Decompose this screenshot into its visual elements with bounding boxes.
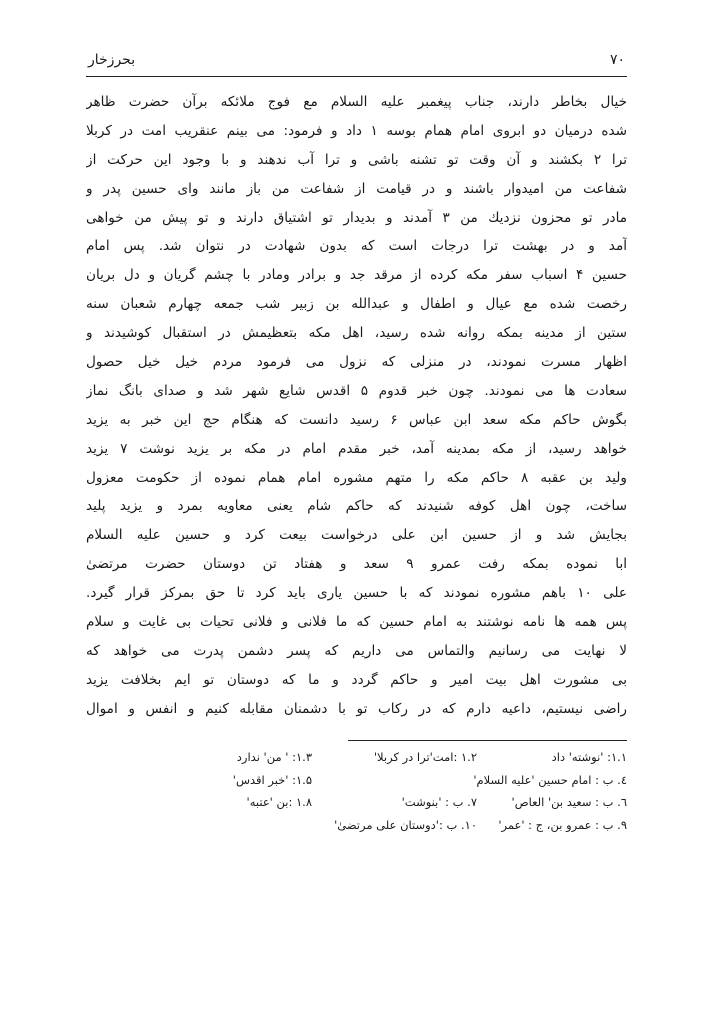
footnote: ۱.۲ :امت'ترا در کربلا' (373, 750, 477, 764)
book-title: بحرزخار (88, 52, 136, 68)
text-line: بگوش حاکم مکه سعد ابن عباس ۶ رسید دانست که هنگام حج این خبر به یزید (86, 411, 627, 428)
text-line: مادر تو محزون نزدیك من ۳ آمدند و بدیدار تو اشتیاق دارند و تو پیش من خواهی (86, 209, 627, 226)
footnote: ۹. ب : عمرو بن، ج : 'عمر' (498, 817, 627, 832)
footnote: ۷. ب : 'بنوشت' (401, 795, 477, 809)
text-line: ستین از مدینه بمکه روانه شده رسید، اهل مکه بتعظیمش در استقبال کوشیدند و (86, 325, 627, 342)
footnote: ۱.۱: 'نوشته' داد (551, 750, 627, 764)
text-line: بی مشورت اهل بیت امیر و حاکم گردد و ما که دوستان تو ایم بخلافت یزید (86, 671, 627, 688)
footnote: ۱.۳: ' من' ندارد (236, 750, 312, 764)
footnote: ۱.۸ :بن 'عتبه' (246, 795, 312, 809)
text-line: ولید بن عقبه ۸ حاکم مکه را متهم مشوره امام همام نموده از حکومت معزول (86, 469, 627, 486)
text-line: ترا ۲ بکشند و آن وقت تو تشنه باشی و ترا آب ندهند و با وجود این حرکت از (86, 151, 627, 168)
page-number: ۷۰ (609, 52, 625, 68)
text-line: سعادت ها می نمودند. چون خبر قدوم ۵ اقدس شایع شهر شد و صدای بانگ نماز (86, 382, 627, 399)
text-line: لا نهایت می رسانیم والتماس می داریم که پسر دشمن پدرت می خواهد که (86, 642, 627, 659)
footnote-row (86, 769, 627, 792)
text-line: پس همه ها نامه نوشتند به امام حسین که ما فلانی و فلانی تحیات بی غایت و سلام (86, 614, 627, 631)
text-line: آمد و در بهشت ترا درجات است که بدون شهادت در نتوان شد. پس امام (86, 238, 627, 255)
text-line: راضی نیستیم، داعیه دارم که در رکاب تو با دشمنان مقابله کنیم و انفس و اموال (86, 700, 627, 717)
text-line: علی ۱۰ باهم مشوره نمودند که با حسین یاری باید کرد تا حق بمرکز قرار گیرد. (86, 585, 627, 602)
text-line: ساخت، چون اهل کوفه شنیدند که حاکم شام یعنی معاویه بمرد و یزید پلید (86, 498, 627, 515)
footnote-row (86, 746, 627, 769)
footnote-row (86, 814, 627, 837)
footnote-separator (348, 740, 627, 741)
footnote: ۱.۵: 'خبر اقدس' (232, 772, 312, 787)
footnote: ٦. ب : سعید بن' العاص' (511, 795, 627, 809)
text-line: اظهار مسرت نمودند، در منزلی که نزول می فرمود مردم خیل خیل حصول (86, 354, 627, 371)
body-text (86, 88, 627, 724)
footnote-row (86, 791, 627, 814)
header-rule (86, 76, 627, 77)
text-line: حسین ۴ اسباب سفر مکه کرده از مرقد جد و برادر ومادر با چشم گریان و دل بریان (86, 267, 627, 284)
text-line: ابا نموده بمکه رفت عمرو ۹ سعد و هفتاد تن دوستان حضرت مرتضیٰ (86, 556, 627, 573)
text-line: شده درمیان دو ابروی امام همام بوسه ۱ داد و فرمود: می بینم عنقریب امت در کربلا (86, 122, 627, 139)
text-line: بجایش شد و از حسین ابن علی درخواست بیعت کرد و حسین علیه السلام (86, 527, 627, 544)
footnotes (86, 746, 627, 836)
footnote: ۱۰. ب :'دوستان علی مرتضیٰ' (334, 817, 477, 832)
text-line: خیال بخاطر دارند، جناب پیغمبر علیه السلام مع فوج ملائکه برآن حضرت ظاهر (86, 94, 627, 110)
text-line: شفاعت من امیدوار باشند و در قیامت از شفاعت من باز مانند وای حسین پدر و (86, 180, 627, 197)
page-header (88, 52, 625, 74)
text-line: رخصت شده مع عیال و اطفال و عبدالله بن زبیر شب جمعه چهارم شعبان سنه (86, 296, 627, 313)
footnote: ٤. ب : امام حسین 'علیه السلام' (473, 772, 627, 787)
text-line: خواهد رسید، از مکه بمدینه آمد، خبر مقدم امام در مکه بر یزید نوشت ۷ یزید (86, 440, 627, 457)
